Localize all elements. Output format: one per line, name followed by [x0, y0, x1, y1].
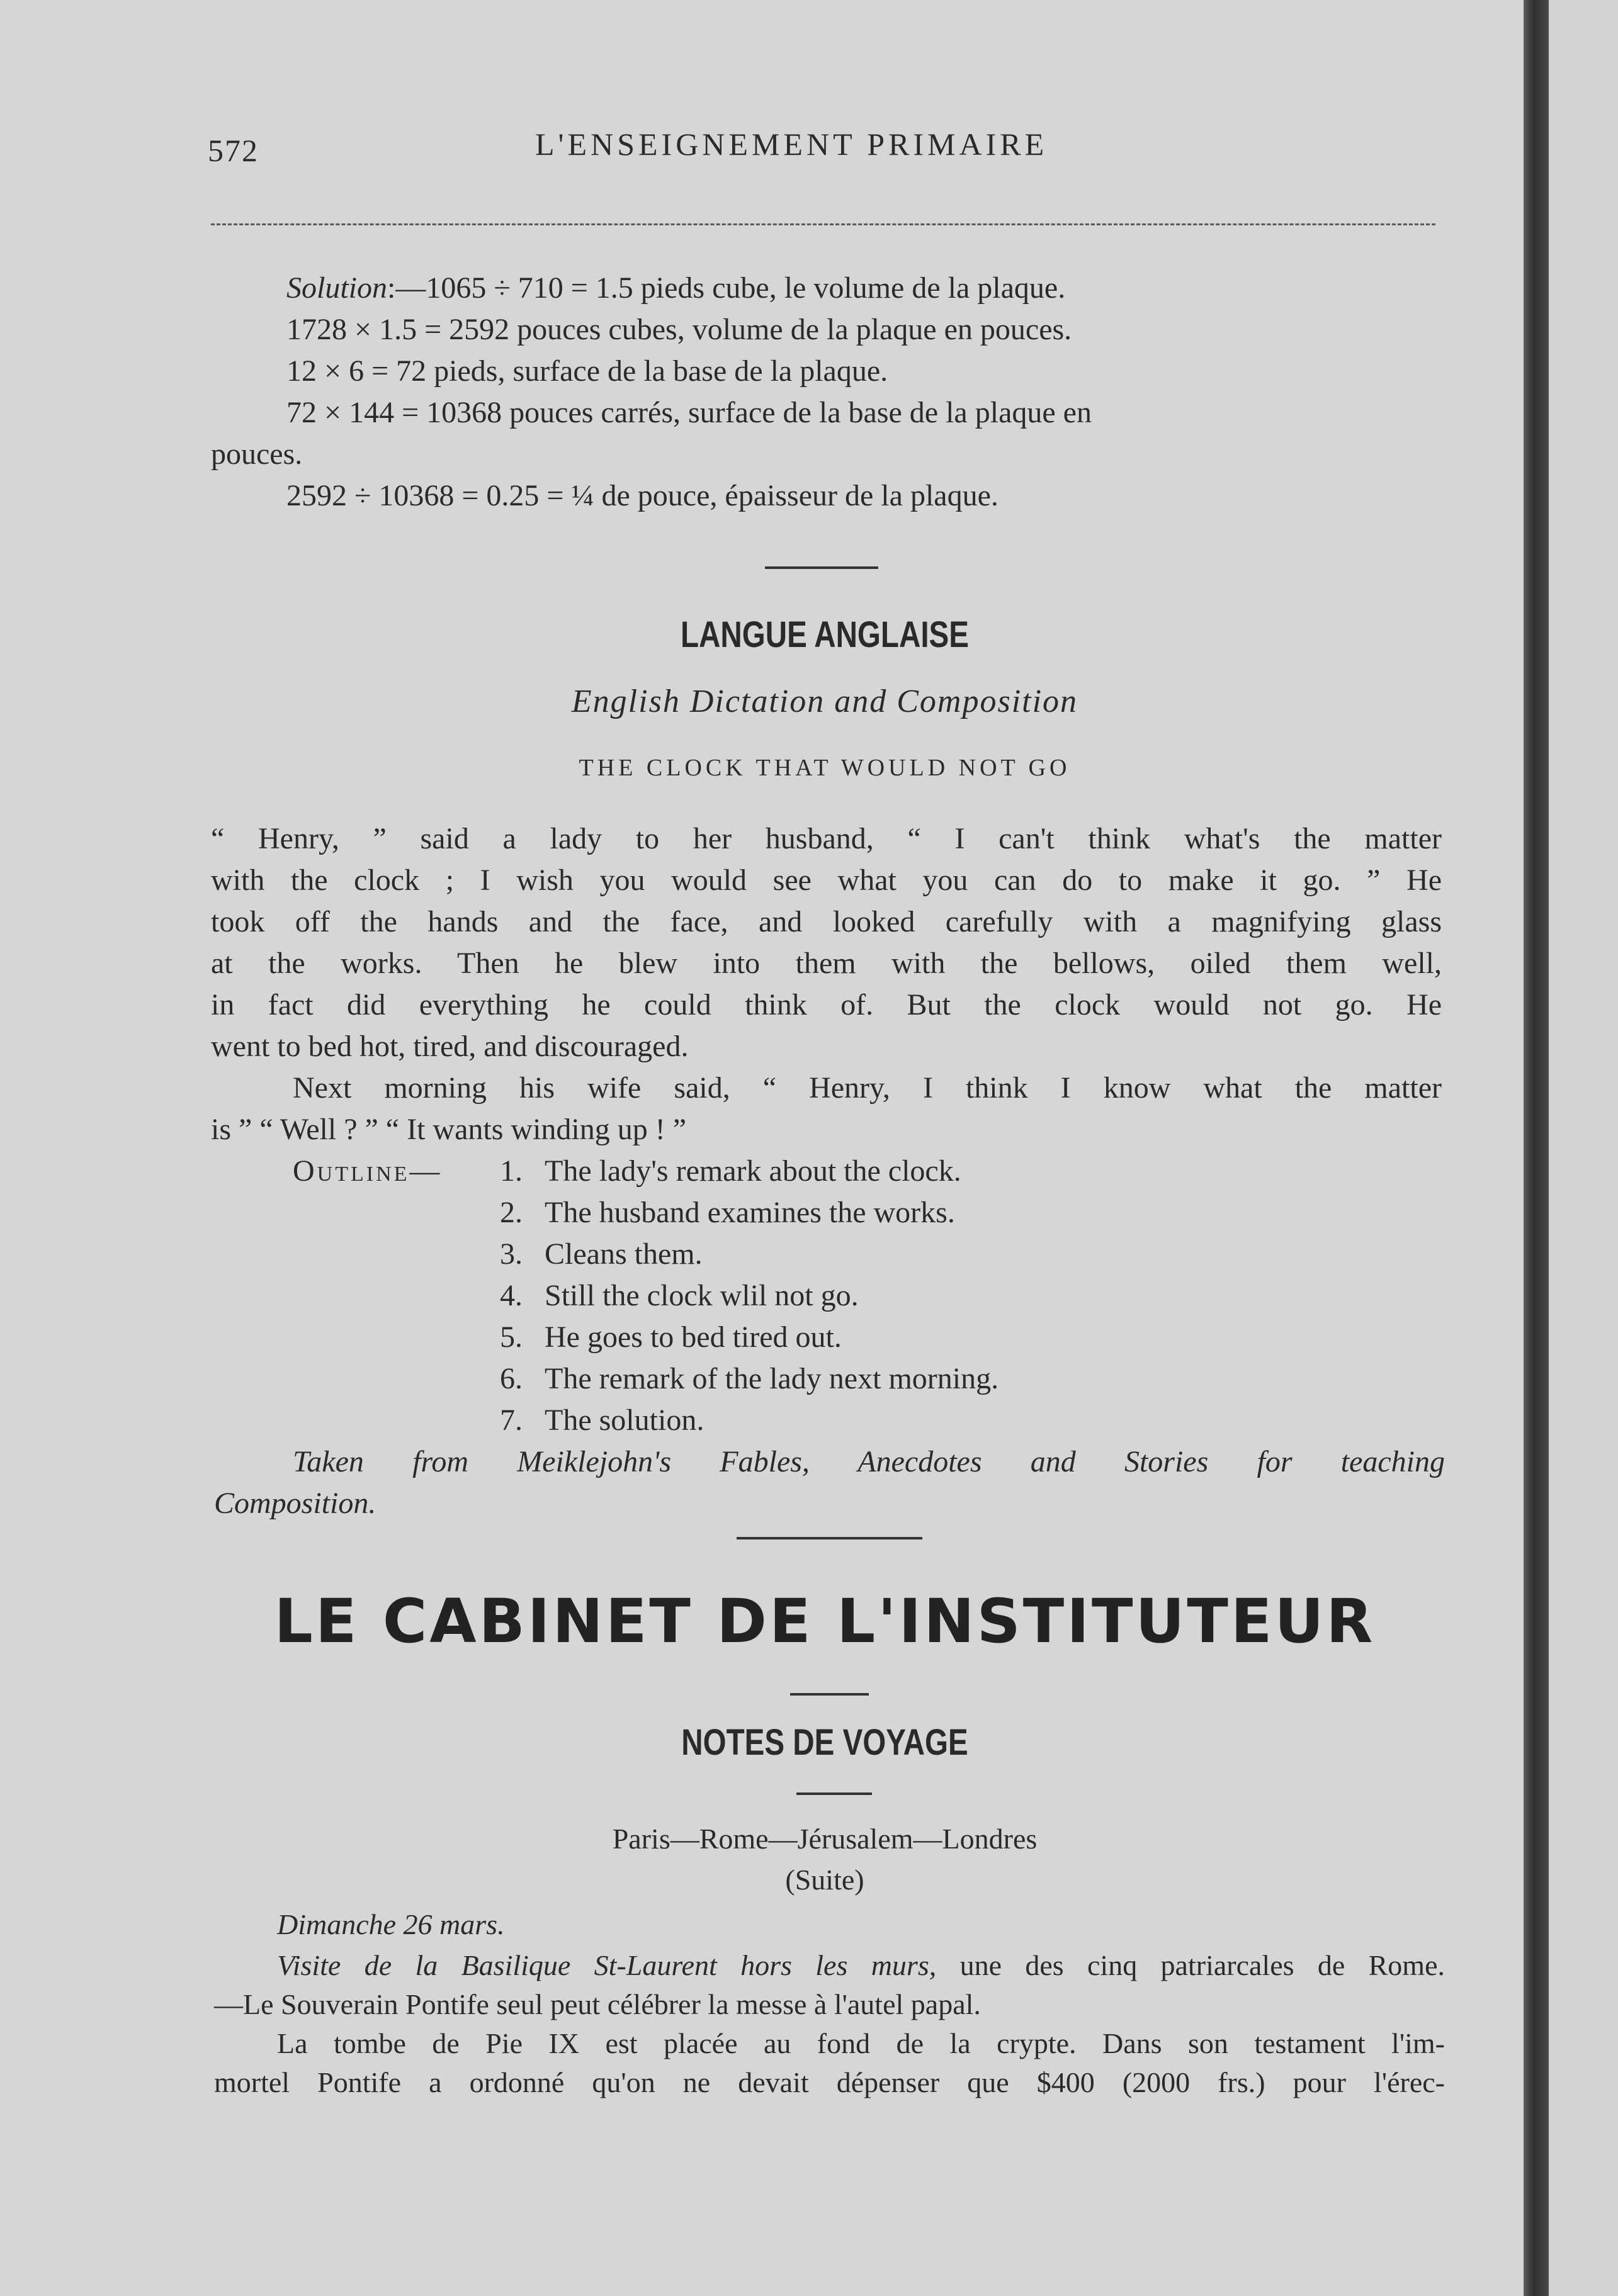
outline-item: The remark of the lady next morning.: [545, 1362, 999, 1395]
tomb-line-1: La tombe de Pie IX est placée au fond de la crypte. Dans son testament l'im-: [277, 2027, 1445, 2059]
entry-date: Dimanche 26 mars.: [277, 1908, 505, 1940]
solution-line-4: 72 × 144 = 10368 pouces carrés, surface de la base de la plaque en: [286, 396, 1092, 429]
page-header: [208, 126, 1435, 170]
section-title-cabinet: LE CABINET DE L'INSTITUTEUR: [274, 1586, 1376, 1657]
outline-number: 3.: [500, 1237, 523, 1271]
story-line-1: “ Henry, ” said a lady to her husband, “ I can't think what's the matter: [211, 822, 1442, 855]
section-heading-english: LANGUE ANGLAISE: [680, 614, 969, 655]
story-line-6: went to bed hot, tired, and discouraged.: [211, 1030, 689, 1063]
outline-number: 1.: [500, 1154, 523, 1188]
visit-title: Visite de la Basilique St-Laurent hors les murs,: [277, 1949, 937, 1981]
solution-line-4-cont: pouces.: [211, 437, 303, 471]
story-line-5: in fact did everything he could think of. But the clock would not go. He: [211, 988, 1442, 1021]
source-line-2: Composition.: [214, 1487, 376, 1520]
outline-number: 2.: [500, 1196, 523, 1229]
outline-item: He goes to bed tired out.: [545, 1320, 842, 1354]
suite-label: (Suite): [785, 1864, 864, 1896]
solution-line-2: 1728 × 1.5 = 2592 pouces cubes, volume de la plaque en pouces.: [286, 313, 1072, 346]
section-divider: [737, 1537, 922, 1539]
outline-item: The solution.: [545, 1404, 704, 1437]
story-title: THE CLOCK THAT WOULD NOT GO: [579, 755, 1071, 781]
running-title: L'ENSEIGNEMENT PRIMAIRE: [535, 127, 1048, 162]
outline-item: The lady's remark about the clock.: [545, 1154, 961, 1188]
tomb-line-2: mortel Pontife a ordonné qu'on ne devait dépenser que $400 (2000 frs.) pour l'érec-: [214, 2066, 1445, 2098]
page-number: 572: [208, 133, 259, 168]
section-divider: [765, 566, 878, 569]
story-line-4: at the works. Then he blew into them with the bellows, oiled them well,: [211, 947, 1442, 980]
title-divider: [790, 1693, 869, 1696]
visit-text: une des cinq patriarcales de Rome.: [936, 1949, 1445, 1981]
story-line-8: is ” “ Well ? ” “ It wants winding up ! ”: [211, 1113, 687, 1146]
book-spine: [1524, 0, 1549, 2296]
visit-line-1: [277, 1945, 1445, 1986]
outline-number: 6.: [500, 1362, 523, 1395]
story-line-7: Next morning his wife said, “ Henry, I think I know what the matter: [293, 1071, 1442, 1105]
source-line-1: Taken from Meiklejohn's Fables, Anecdotes and Stories for teaching: [293, 1445, 1445, 1478]
section-heading-voyage: NOTES DE VOYAGE: [681, 1722, 968, 1763]
outline-number: 4.: [500, 1279, 523, 1312]
outline-number: 5.: [500, 1320, 523, 1354]
outline-item: The husband examines the works.: [545, 1196, 955, 1229]
outline-label: Outline—: [293, 1154, 443, 1188]
heading-divider: [796, 1792, 872, 1795]
header-rule: [211, 223, 1435, 225]
story-line-3: took off the hands and the face, and looked carefully with a magnifying glass: [211, 905, 1442, 938]
adjacent-page-edge: [1549, 0, 1618, 2296]
english-subheading: English Dictation and Composition: [571, 684, 1078, 719]
outline-item: Cleans them.: [545, 1237, 703, 1271]
visit-line-2: —Le Souverain Pontife seul peut célébrer la messe à l'autel papal.: [214, 1988, 981, 2020]
solution-line-5: 2592 ÷ 10368 = 0.25 = ¼ de pouce, épaisseur de la plaque.: [286, 479, 999, 512]
outline-item: Still the clock wlil not go.: [545, 1279, 859, 1312]
solution-line-1: [286, 267, 1065, 309]
solution-label: Solution: [286, 271, 388, 305]
outline-number: 7.: [500, 1404, 523, 1437]
story-line-2: with the clock ; I wish you would see what you can do to make it go. ” He: [211, 864, 1442, 897]
solution-line-3: 12 × 6 = 72 pieds, surface de la base de la plaque.: [286, 354, 888, 388]
travel-route: Paris—Rome—Jérusalem—Londres: [612, 1823, 1038, 1855]
solution-line-1-text: :—1065 ÷ 710 = 1.5 pieds cube, le volume de la plaque.: [387, 271, 1066, 305]
